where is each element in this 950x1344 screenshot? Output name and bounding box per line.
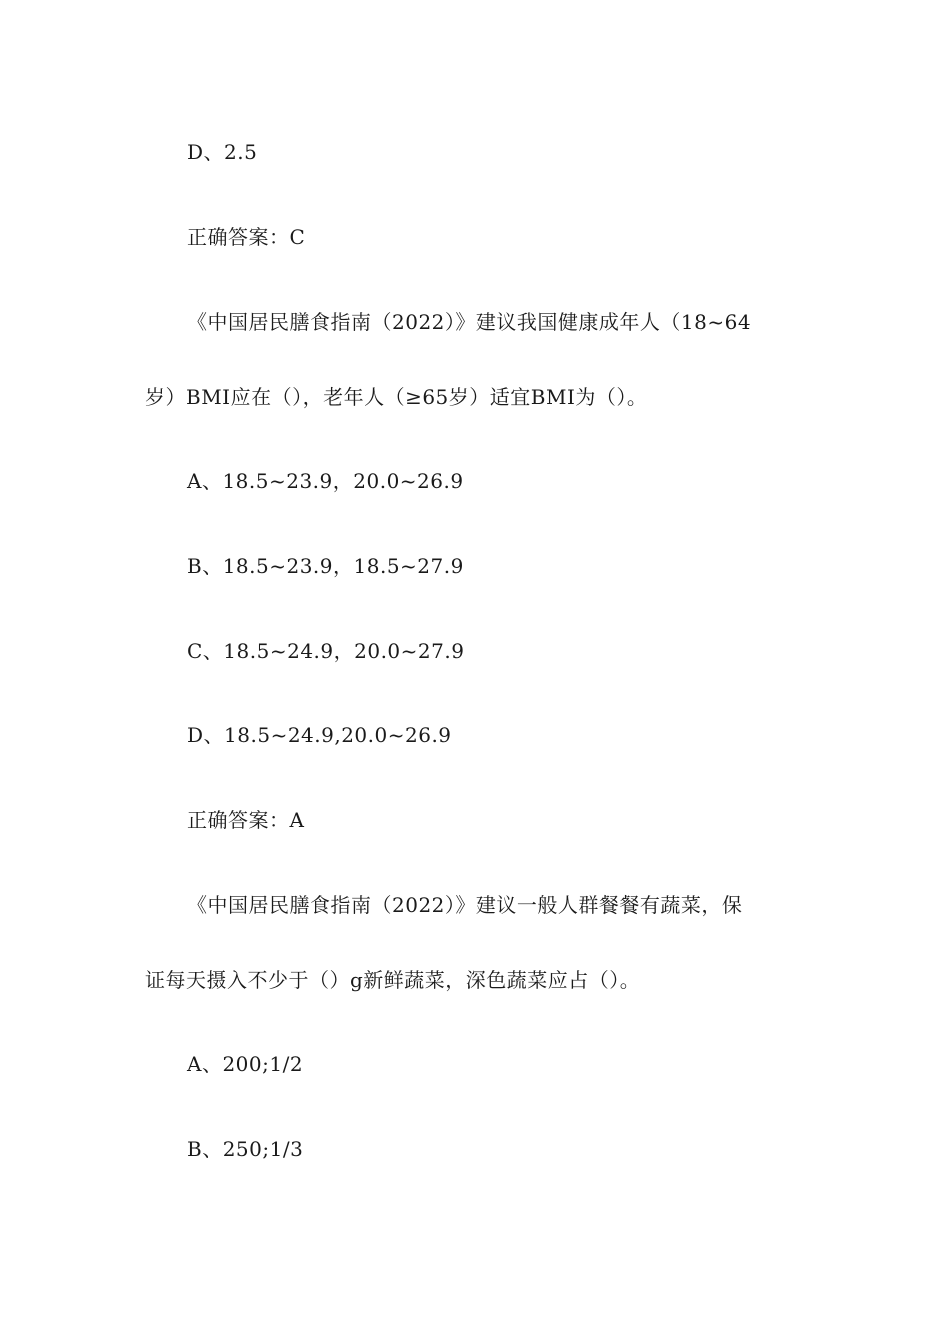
- option-d-prev: D、2.5: [187, 140, 258, 164]
- answer-prev: 正确答案：C: [187, 225, 306, 249]
- question-bmi-line-2: 岁）BMI应在（），老年人（≥65岁）适宜BMI为（）。: [145, 385, 648, 409]
- question-veg-line-1: 《中国居民膳食指南（2022）》建议一般人群餐餐有蔬菜，保: [187, 893, 743, 917]
- option-a-bmi: A、18.5~23.9，20.0~26.9: [187, 469, 464, 493]
- option-d-bmi: D、18.5~24.9,20.0~26.9: [187, 723, 452, 747]
- option-b-bmi: B、18.5~23.9，18.5~27.9: [187, 554, 464, 578]
- answer-bmi: 正确答案：A: [187, 808, 305, 832]
- option-c-bmi: C、18.5~24.9，20.0~27.9: [187, 639, 465, 663]
- option-b-veg: B、250;1/3: [187, 1137, 304, 1161]
- question-bmi-line-1: 《中国居民膳食指南（2022）》建议我国健康成年人（18~64: [187, 310, 752, 334]
- option-a-veg: A、200;1/2: [187, 1052, 304, 1076]
- question-veg-line-2: 证每天摄入不少于（）g新鲜蔬菜，深色蔬菜应占（）。: [145, 968, 641, 992]
